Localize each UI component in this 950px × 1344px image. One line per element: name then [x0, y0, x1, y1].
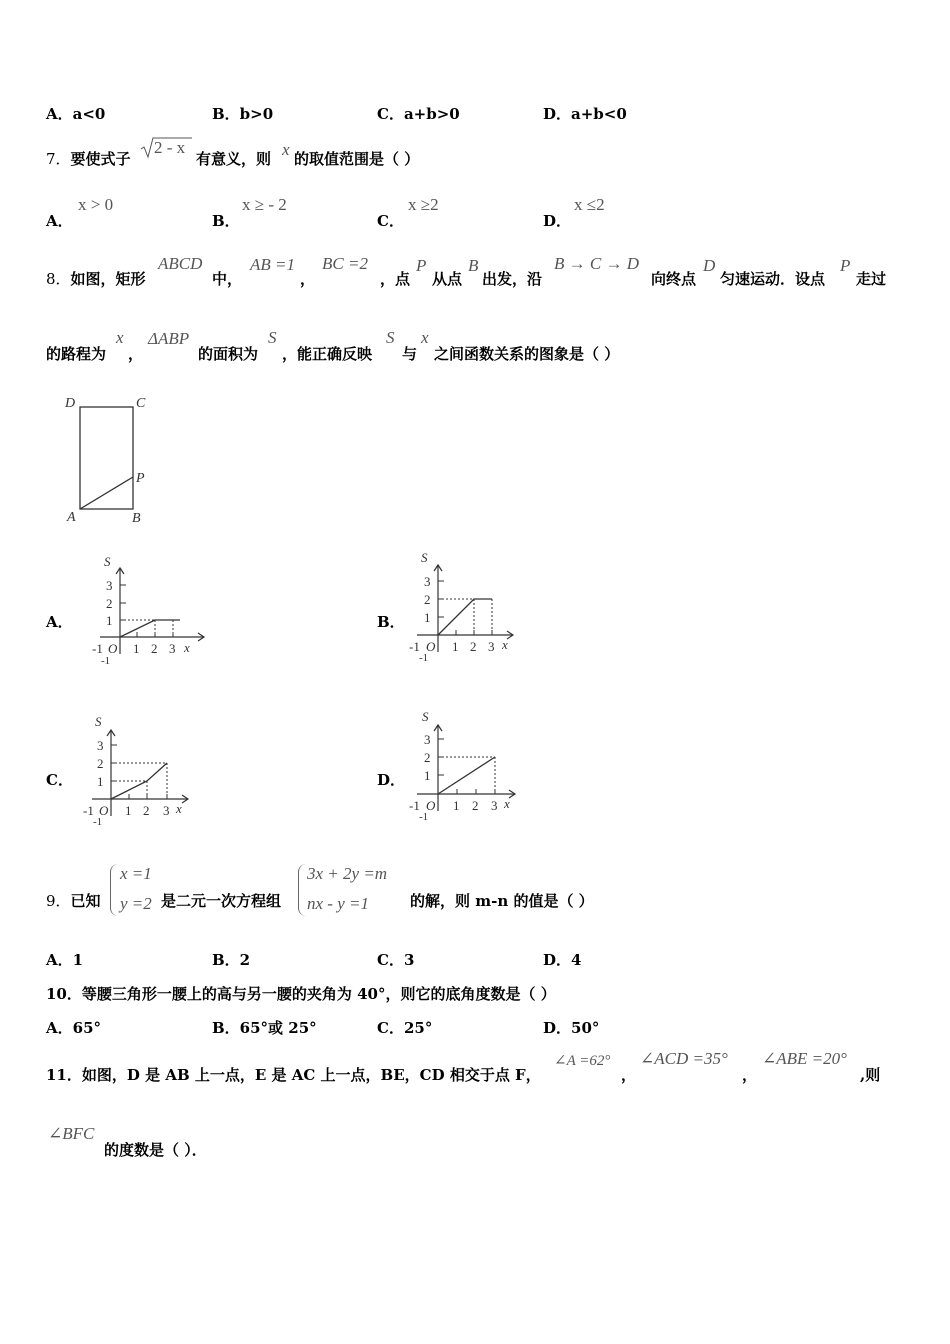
q11-text-post: ,则 [860, 1066, 881, 1084]
q7-number: 7．要使式子 [46, 150, 131, 168]
q9-equation-2: nx - y =1 [307, 894, 369, 913]
q9-solution-y: y =2 [120, 894, 152, 913]
function-line [438, 757, 495, 794]
q8-graph-b [405, 545, 525, 663]
x-axis-label: x [176, 801, 182, 816]
q11-angle-bfc: ∠BFC [48, 1124, 95, 1143]
q8-p: P [416, 256, 427, 275]
q9-system-brace [298, 864, 307, 916]
neg-x-label: -1 [409, 798, 420, 813]
q8-line2-1: 的路程为 [46, 345, 107, 363]
q8-comma-2: ， [128, 345, 144, 363]
q9-solution-brace [110, 864, 119, 916]
q8-option-a-letter: A． [46, 613, 73, 631]
q8-text-1: 8．如图，矩形 [46, 270, 146, 288]
q10-option-a: A．65° [46, 1019, 102, 1037]
q8-d: D [703, 256, 716, 275]
q8-text-7: 匀速运动．设点 [720, 270, 826, 288]
segment-ap [80, 477, 133, 509]
q7-var-x: x [282, 140, 290, 159]
x-tick-1: 1 [453, 798, 460, 813]
q8-path: B → C → D [554, 254, 639, 273]
x-tick-1: 1 [133, 641, 140, 656]
neg-y-label: -1 [101, 655, 111, 667]
y-tick-3: 3 [97, 738, 104, 753]
q9-option-d: D．4 [543, 951, 582, 969]
y-axis-label: S [104, 554, 111, 569]
y-tick-1: 1 [424, 768, 431, 783]
q8-option-d-letter: D． [377, 771, 406, 789]
q8-line2-4: 与 [402, 345, 418, 363]
origin-label: O [99, 803, 109, 818]
x-tick-2: 2 [472, 798, 479, 813]
q6-option-a: A．a<0 [46, 105, 106, 123]
x-axis-label: x [502, 637, 508, 652]
q8-text-2: 中， [212, 270, 243, 288]
x-tick-2: 2 [151, 641, 158, 656]
q8-x: x [116, 328, 124, 347]
y-tick-1: 1 [424, 610, 431, 625]
q11-tail: 的度数是（ ）． [104, 1141, 207, 1159]
q7-option-a-expr: x > 0 [78, 195, 114, 214]
q8-abcd: ABCD [158, 254, 203, 273]
q11-angle-a: ∠A =62° [554, 1053, 611, 1069]
q8-ab-eq: AB =1 [250, 255, 295, 274]
neg-x-label: -1 [92, 641, 103, 656]
y-axis-label: S [421, 550, 428, 565]
q10-question: 10．等腰三角形一腰上的高与另一腰的夹角为 40°，则它的底角度数是（ ） [46, 985, 556, 1003]
q11-comma-1: ， [621, 1066, 637, 1084]
q8-p2: P [840, 256, 851, 275]
q8-option-b-letter: B． [377, 613, 405, 631]
q8-graph-c [80, 710, 200, 828]
q8-option-c-letter: C． [46, 771, 73, 789]
function-line [120, 620, 180, 637]
origin-label: O [426, 798, 436, 813]
q8-b: B [468, 256, 479, 275]
y-tick-2: 2 [106, 596, 113, 611]
x-tick-1: 1 [125, 803, 132, 818]
x-axis-label: x [504, 796, 510, 811]
q10-option-c: C．25° [377, 1019, 433, 1037]
q7-option-d-letter: D． [543, 212, 572, 230]
y-tick-2: 2 [424, 750, 431, 765]
label-b: B [132, 511, 141, 526]
y-tick-3: 3 [424, 574, 431, 589]
q6-option-d: D．a+b<0 [543, 105, 627, 123]
q7-option-a-letter: A． [46, 212, 73, 230]
q10-option-d: D．50° [543, 1019, 600, 1037]
q11-angle-acd: ∠ACD =35° [640, 1049, 728, 1068]
q9-text-1: 9．已知 [46, 892, 101, 910]
q11-text: 11．如图，D 是 AB 上一点，E 是 AC 上一点，BE，CD 相交于点 F， [46, 1066, 541, 1084]
q7-option-b-letter: B． [212, 212, 240, 230]
q6-option-c: C．a+b>0 [377, 105, 460, 123]
q8-triangle-abp: ΔABP [148, 329, 190, 348]
x-tick-2: 2 [470, 639, 477, 654]
label-a: A [67, 510, 76, 525]
neg-y-label: -1 [93, 816, 103, 828]
q8-comma-1: ， [300, 270, 316, 288]
y-axis-label: S [422, 709, 429, 724]
y-tick-3: 3 [424, 732, 431, 747]
q11-comma-2: ， [742, 1066, 758, 1084]
q8-s2: S [386, 328, 395, 347]
y-tick-2: 2 [97, 756, 104, 771]
x-tick-3: 3 [491, 798, 498, 813]
x-tick-2: 2 [143, 803, 150, 818]
y-axis-label: S [95, 714, 102, 729]
y-tick-3: 3 [106, 578, 113, 593]
q9-option-b: B．2 [212, 951, 251, 969]
q7-text-post: 的取值范围是（ ） [294, 150, 420, 168]
q7-option-d-expr: x ≤2 [574, 195, 605, 214]
label-p: P [136, 471, 145, 486]
y-tick-1: 1 [97, 774, 104, 789]
neg-y-label: -1 [419, 811, 429, 823]
neg-x-label: -1 [409, 639, 420, 654]
q8-x2: x [421, 328, 429, 347]
q8-graph-d [405, 705, 525, 823]
q9-equation-1: 3x + 2y =m [307, 864, 388, 883]
x-tick-1: 1 [452, 639, 459, 654]
x-tick-3: 3 [169, 641, 176, 656]
q10-option-b: B．65°或 25° [212, 1019, 317, 1037]
q11-angle-abe: ∠ABE =20° [762, 1049, 847, 1068]
x-axis-label: x [184, 640, 190, 655]
q7-option-b-expr: x ≥ - 2 [242, 195, 287, 214]
y-tick-1: 1 [106, 613, 113, 628]
q8-line2-5: 之间函数关系的图象是（ ） [434, 345, 620, 363]
neg-x-label: -1 [83, 803, 94, 818]
q8-text-4: 从点 [432, 270, 463, 288]
q9-text-2: 是二元一次方程组 [161, 892, 282, 910]
q9-text-3: 的解，则 m-n 的值是（ ） [410, 892, 594, 910]
origin-label: O [426, 639, 436, 654]
q7-text-mid: 有意义，则 [196, 150, 272, 168]
q8-text-5: 出发，沿 [482, 270, 543, 288]
q8-line2-3: ，能正确反映 [282, 345, 373, 363]
q8-graph-a [88, 550, 208, 668]
function-line [438, 599, 492, 635]
x-tick-3: 3 [488, 639, 495, 654]
q8-rectangle-figure [60, 390, 160, 530]
q9-option-a: A．1 [46, 951, 84, 969]
neg-y-label: -1 [419, 652, 429, 663]
q8-text-8: 走过 [856, 270, 887, 288]
label-c: C [136, 396, 146, 411]
q8-bc-eq: BC =2 [322, 254, 368, 273]
q7-option-c-letter: C． [377, 212, 404, 230]
q8-text-6: 向终点 [651, 270, 697, 288]
label-d: D [65, 396, 76, 411]
q9-solution-x: x =1 [120, 864, 152, 883]
q6-option-b: B．b>0 [212, 105, 274, 123]
q8-line2-2: 的面积为 [198, 345, 259, 363]
q8-s: S [268, 328, 277, 347]
x-tick-3: 3 [163, 803, 170, 818]
q8-text-3: ，点 [380, 270, 411, 288]
origin-label: O [108, 641, 118, 656]
q7-option-c-expr: x ≥2 [408, 195, 439, 214]
q9-option-c: C．3 [377, 951, 415, 969]
y-tick-2: 2 [424, 592, 431, 607]
